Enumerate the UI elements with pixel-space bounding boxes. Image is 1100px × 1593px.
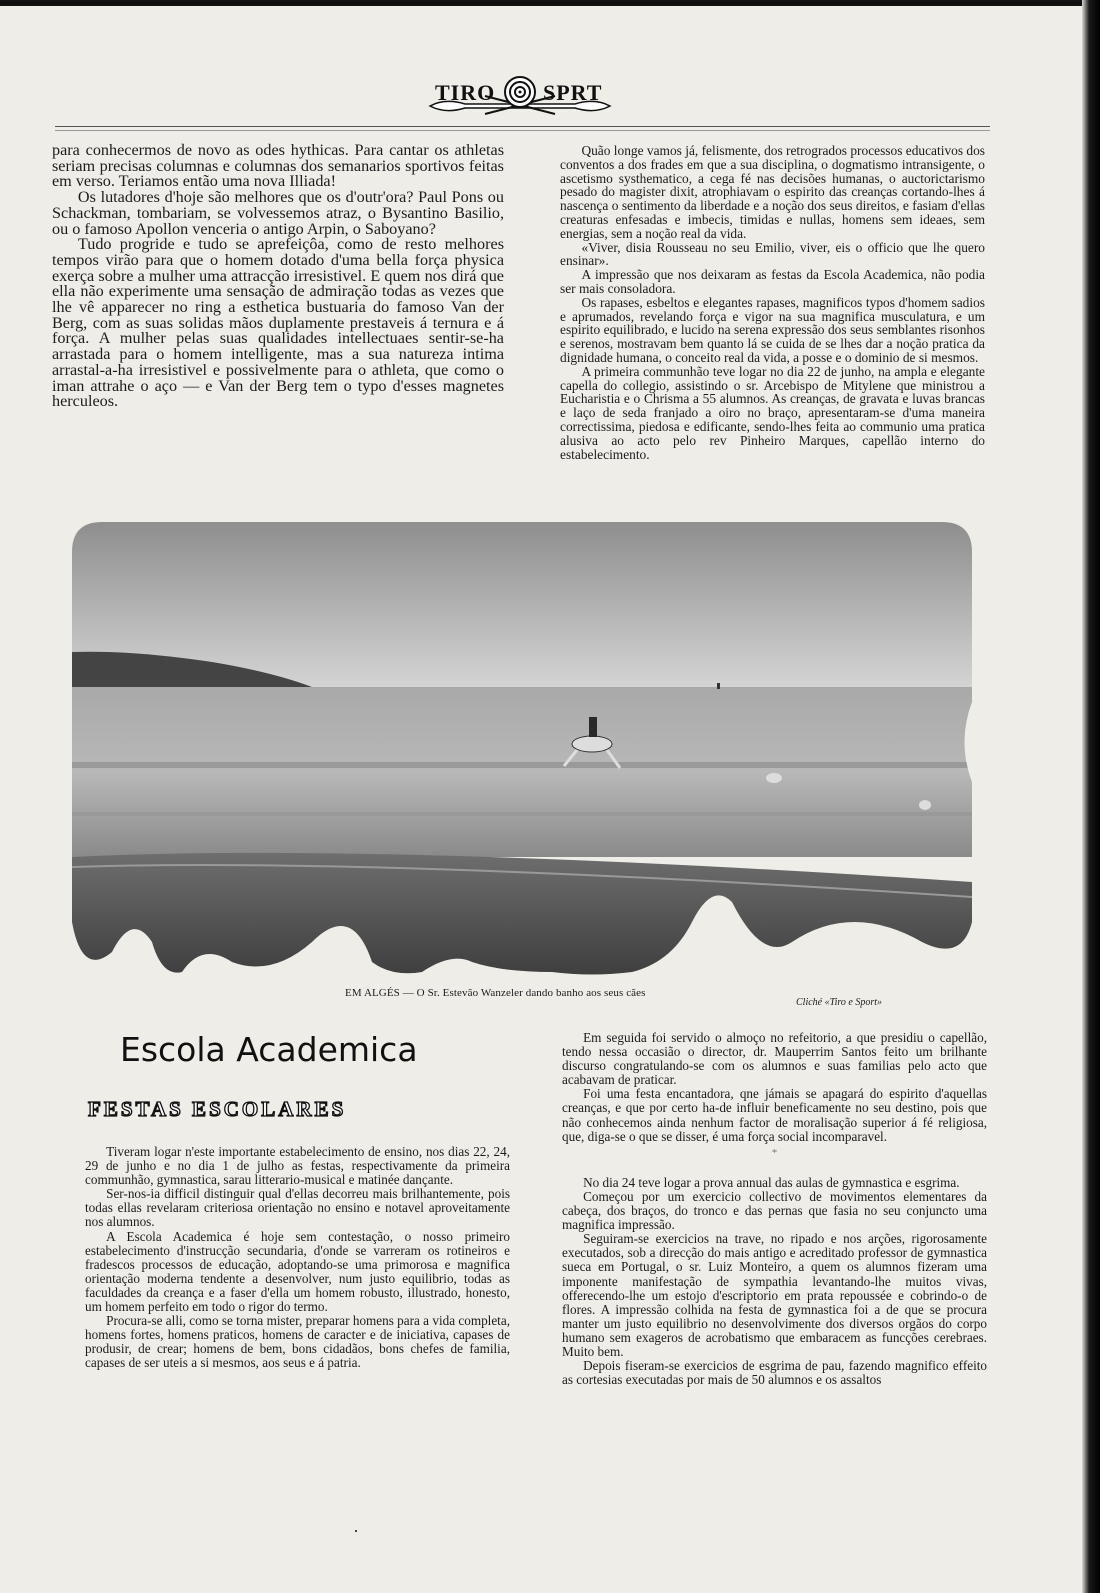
photo-credit: Cliché «Tiro e Sport» (796, 997, 883, 1008)
paragraph: Quão longe vamos já, felismente, dos retrogrados processos educativos dos conventos a dos frades em que a sua disciplina, o dogmatismo intransigente, o ascetismo systhematico, a cega fé nas decisões humanas, o auctorictarismo pesado do magister dixit, atrophiavam o espirito das creanças cortando-lhes á nascença o sentimento da liberdade e a noção dos seus direitos, e fasiam d'ellas creaturas enfesadas e imbecis, timidas e nullas, homens sem ideaes, sem energias, sem a noção real da vida. (560, 143, 985, 241)
article-title: Escola Academica (120, 1030, 418, 1069)
paragraph: A primeira communhão teve logar no dia 22 de junho, na ampla e elegante capella do collegio, assistindo o sr. Arcebispo de Mitylene que ministrou a Eucharistia e o Chrisma a 55 alumnos. As creanças, de gravata e luvas brancas e laço de seda franjado a oiro no braço, apresentaram-se d'uma maneira correctissima, piedosa e edificante, sendo-lhes feita ao communio uma pratica alusiva ao acto pelo rev Pinheiro Marques, capellão interno do estabelecimento. (560, 363, 985, 462)
paragraph: para conhecermos de novo as odes hythicas. Para cantar os athletas seriam precisas columnas e columnas dos semanarios sportivos feitas em verso. Teriamos então uma nova Illiada! (52, 141, 504, 191)
scan-border-top (0, 0, 1100, 6)
paragraph: Seguiram-se exercicios na trave, no ripado e nos arções, rigorosamente executados, sob a direcção do mais antigo e acreditado professor de gymnastica sueca em Portugal, o sr. Luiz Monteiro, a quem os alumnos fizeram uma imponente manifestação de sympathia levantando-lhe muitos vivas, offerecendo-lhe um estojo d'escriptorio em prata repoussée e cobrindo-o de flores. A impressão colhida na festa de gymnastica foi a de que se procura manter um justo equilibrio no desenvolvimente dos diversos orgãos do corpo humano sem exageros de acrobatismo que embaracem as funcções cerebraes. Muito bem. (562, 1231, 987, 1359)
tiro-sport-logo (425, 68, 615, 118)
photo-caption: EM ALGÉS — O Sr. Estevão Wanzeler dando banho aos seus cães (345, 987, 646, 999)
paragraph: «Viver, disia Rousseau no seu Emilio, viver, eis o officio que lhe quero ensinar». (560, 239, 985, 269)
paragraph: Os rapases, esbeltos e elegantes rapases, magnificos typos d'homem sadios e aprumados, revelando força e vigor na sua magnifica musculatura, e um espirito equilibrado, e lucido na serena expressão dos seus semblantes risonhos e serenos, mostravam bem quanto lá se cuida de se lhes dar a noção pratica da dignidade humana, o conceito real da vida, a posse e o dominio de si mesmos. (560, 294, 985, 365)
paragraph: Tiveram logar n'este importante estabelecimento de ensino, nos dias 22, 24, 29 de junho e no dia 1 de julho as festas, respectivamente da primeira communhão, gymnastica, sarau litterario-musical e matinée dançante. (85, 1144, 510, 1188)
svg-text:SPRT: SPRT (543, 80, 603, 105)
paragraph: Tudo progride e tudo se aprefeiçôa, como de resto melhores tempos virão para que o homem dotado d'uma bella força physica exerça sobre a mulher uma attracção irresistivel. E quem nos dirá que ella não experimente uma sensação de admiração todas as vezes que lhe vê apparecer no ring a esthetica bustuaria do famoso Van der Berg, com as suas solidas mãos duplamente prestaveis á ternura e á força. A mulher pelas suas qualidades intellectuaes sentir-se-ha arrastada para o homem intelligente, mas a sua natureza intima arrastal-a-ha irresistivel e possivelmente para o athleta, que como o iman attrahe o aço — e Van der Berg tem o typo d'esses magnetes herculeos. (52, 235, 504, 411)
paragraph: Os lutadores d'hoje são melhores que os d'outr'ora? Paul Pons ou Schackman, tombariam, se volvessemos atraz, o Bysantino Basilio, ou o famoso Apollon venceria o antigo Arpin, o Saboyano? (52, 188, 504, 238)
article-right-column (562, 1031, 987, 1387)
paragraph: A impressão que nos deixaram as festas da Escola Academica, não podia ser mais consoladora. (560, 267, 985, 296)
paragraph: Depois fiseram-se exercicios de esgrima de pau, fazendo magnifico effeito as cortesias executadas por mais de 50 alumnos e os assaltos (562, 1358, 987, 1388)
paragraph: Começou por um exercicio collectivo de movimentos elementares da cabeça, dos braços, do tronco e das pernas que fasia no seu conjuncto uma magnifica impressão. (562, 1188, 987, 1233)
paragraph: Ser-nos-ia difficil distinguir qual d'ellas decorreu mais brilhantemente, pois todas ellas revelaram criteriosa orientação no ensino e notavel aproveitamente nos alumnos. (85, 1186, 510, 1230)
article-left-column (85, 1145, 510, 1371)
article-subtitle: FESTAS ESCOLARES (88, 1097, 347, 1121)
paragraph: A Escola Academica é hoje sem contestação, o nosso primeiro estabelecimento d'instrucção secundaria, d'onde se varreram os rotineiros e fradescos processos de educação, adoptando-se uma primorosa e magnifica orientação moderna tendente a desenvolver, num justo equilibrio, todas as faculdades da creança e a faser d'ella um homem robusto, illustrado, honesto, um homem perfeito em todo o rigor do termo. (85, 1228, 510, 1315)
section-break: * (771, 1146, 778, 1159)
scan-border-right (1082, 0, 1100, 1593)
paragraph: Procura-se alli, como se torna mister, preparar homens para a vida completa, homens fortes, homens praticos, homens de caracter e de iniciativa, capases de produsir, de crear; homens de bem, bons cidadãos, bons chefes de familia, capases de ser uteis a si mesmos, aos seus e á patria. (85, 1313, 510, 1371)
top-right-column (560, 144, 985, 461)
svg-text:TIRO: TIRO (435, 80, 496, 105)
paragraph: Em seguida foi servido o almoço no refeitorio, a que presidiu o capellão, tendo nessa occasião o director, dr. Mauperrim Santos feito um brilhante discurso congratulando-se com os alumnos e suas familias pelo acto que acabavam de praticar. (562, 1030, 987, 1088)
top-left-column (52, 143, 504, 410)
paragraph: Foi uma festa encantadora, qne jámais se apagará do espirito d'aquellas creanças, e que por certo ha-de influir beneficamente no seu destino, pois que não conhecemos ainda nenhum factor de moralisação superior á fé religiosa, que, diga-se o que se disser, é uma força social incomparavel. (562, 1086, 987, 1144)
print-speck (355, 1530, 357, 1532)
paragraph: No dia 24 teve logar a prova annual das aulas de gymnastica e esgrima. (583, 1174, 960, 1190)
beach-photograph (72, 522, 972, 977)
header-rule-thin (55, 130, 990, 131)
header-rule (55, 126, 990, 127)
